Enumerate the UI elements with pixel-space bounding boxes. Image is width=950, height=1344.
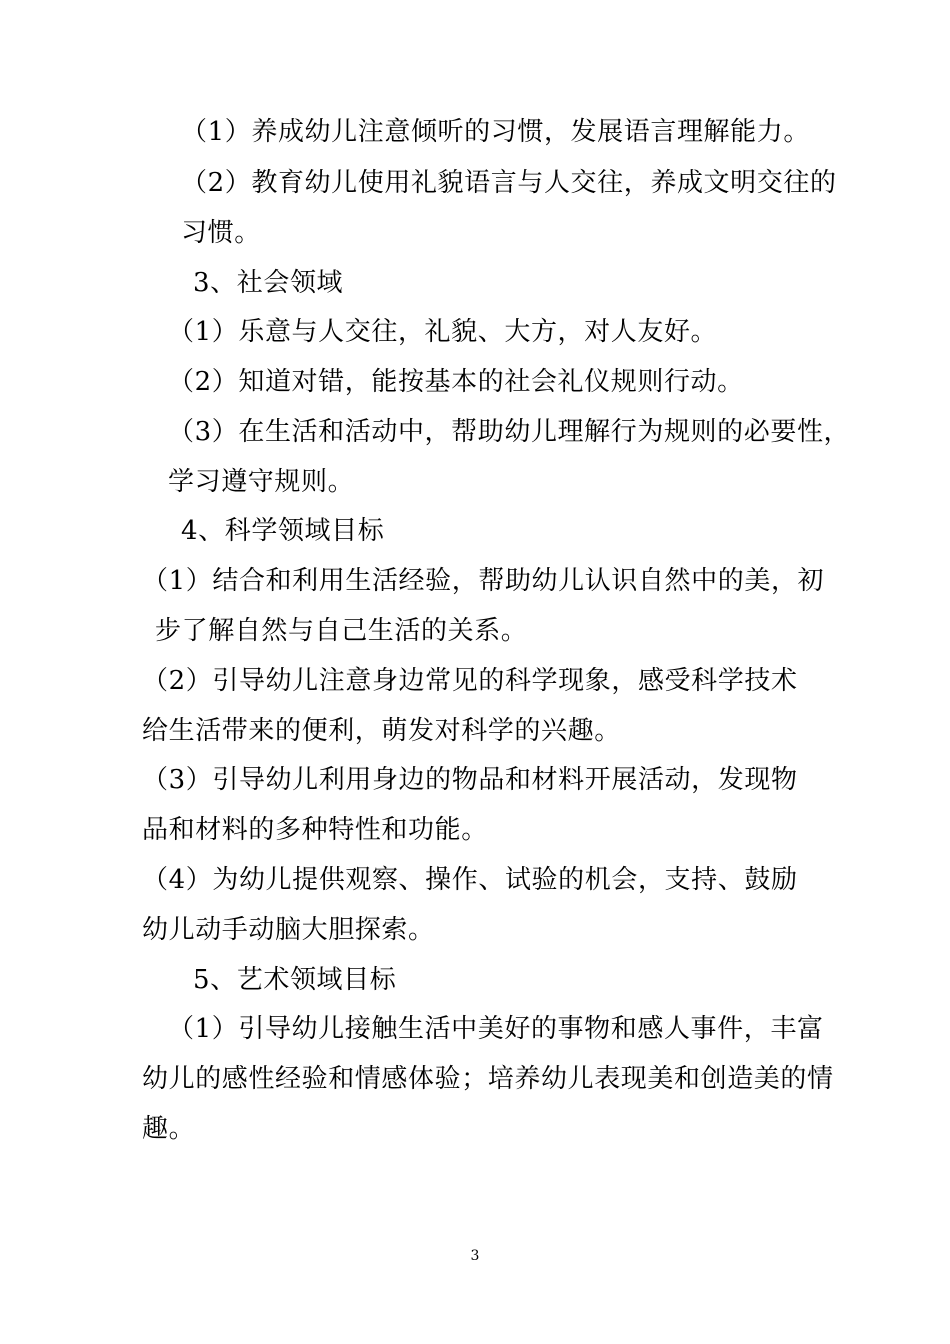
text-line: （1）乐意与人交往，礼貌、大方，对人友好。 [168, 317, 718, 347]
text-line: （2）引导幼儿注意身边常见的科学现象，感受科学技术 [142, 666, 798, 696]
text-line: （2）知道对错，能按基本的社会礼仪规则行动。 [168, 367, 744, 397]
text-line: 趣。 [142, 1114, 196, 1144]
text-line: （3）引导幼儿利用身边的物品和材料开展活动，发现物 [142, 765, 798, 795]
text-line: （1）结合和利用生活经验，帮助幼儿认识自然中的美，初 [142, 566, 825, 596]
text-line: （2）教育幼儿使用礼貌语言与人交往，养成文明交往的 [181, 168, 837, 198]
section-heading: 4、科学领域目标 [181, 516, 385, 546]
page-number: 3 [470, 1248, 480, 1264]
section-heading: 3、社会领域 [193, 268, 344, 298]
text-line: （1）引导幼儿接触生活中美好的事物和感人事件，丰富 [168, 1014, 824, 1044]
text-line: 习惯。 [181, 218, 261, 248]
text-line: 学习遵守规则。 [168, 467, 355, 497]
text-line: 幼儿的感性经验和情感体验；培养幼儿表现美和创造美的情 [142, 1064, 834, 1094]
text-line: 给生活带来的便利，萌发对科学的兴趣。 [142, 716, 621, 746]
text-line: （1）养成幼儿注意倾听的习惯，发展语言理解能力。 [181, 117, 810, 147]
text-line: （4）为幼儿提供观察、操作、试验的机会，支持、鼓励 [142, 865, 798, 895]
text-line: 幼儿动手动脑大胆探索。 [142, 915, 435, 945]
section-heading: 5、艺术领域目标 [193, 965, 397, 995]
text-line: 品和材料的多种特性和功能。 [142, 815, 488, 845]
text-line: 步了解自然与自己生活的关系。 [155, 616, 528, 646]
text-line: （3）在生活和活动中，帮助幼儿理解行为规则的必要性， [168, 417, 851, 447]
